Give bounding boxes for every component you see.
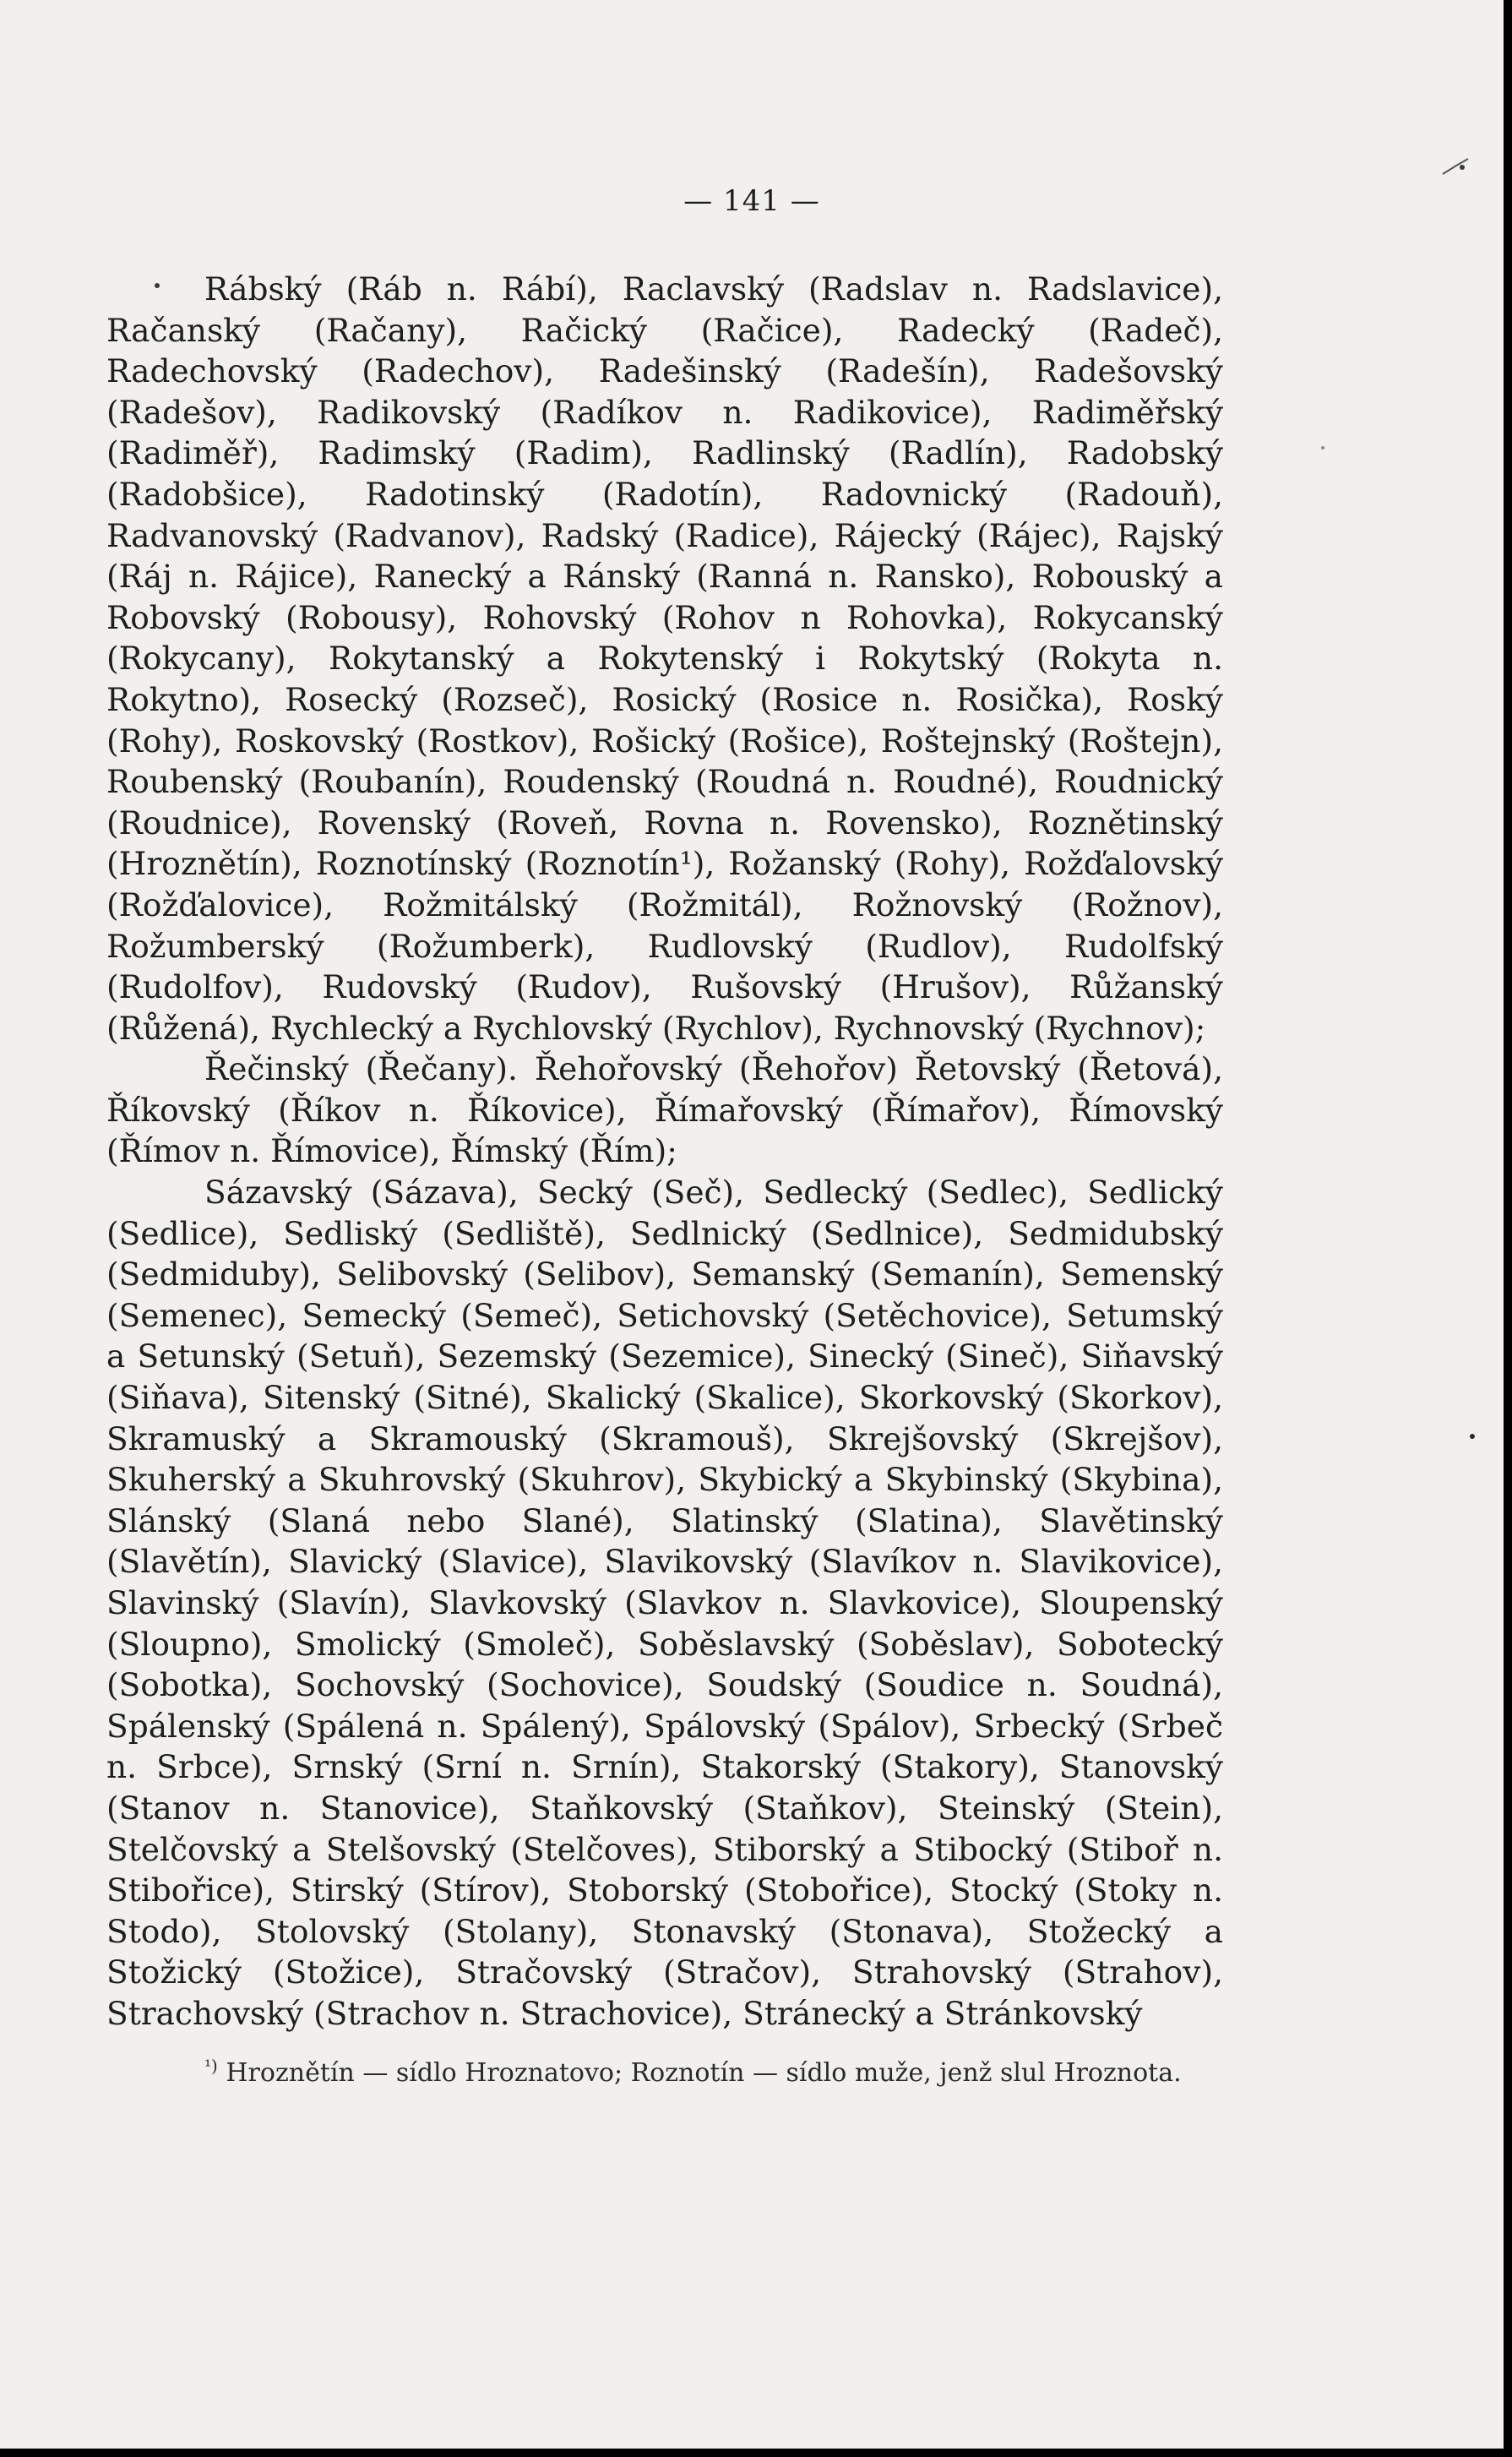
footnote-text: Hroznětín — sídlo Hroznatovo; Roznotín — sídlo muže, jenž slul Hroznota. — [226, 2058, 1182, 2088]
paragraph-s-names: Sázavský (Sázava), Secký (Seč), Sedlecký (Sedlec), Sedlický (Sedlice), Sedliský (Sedliště), Sedlnický (Sedlnice), Sedmidubský (Sedmiduby), Selibovský (Selibov), Semanský (Semanín), Semenský (Semenec), Semecký (Semeč), Setichovský (Setěchovice), Setumský a Setunský (Setuň), Sezemský (Sezemice), Sinecký (Sineč), Siňavský (Siňava), Sitenský (Sitné), Skalický (Skalice), Skorkovský (Skorkov), Skramuský a Skramouský (Skramouš), Skrejšovský (Skrejšov), Skuherský a Skuhrovský (Skuhrov), Skybický a Skybinský (Skybina), Slánský (Slaná nebo Slané), Slatinský (Slatina), Slavětinský (Slavětín), Slavický (Slavice), Slavikovský (Slavíkov n. Slavikovice), Slavinský (Slavín), Slavkovský (Slavkov n. Slavkovice), Sloupenský (Sloupno), Smolický (Smoleč), Soběslavský (Soběslav), Sobotecký (Sobotka), Sochovský (Sochovice), Soudský (Soudice n. Soudná), Spálenský (Spálená n. Spálený), Spálovský (Spálov), Srbecký (Srbeč n. Srbce), Srnský (Srní n. Srnín), Stakorský (Stakory), Stanovský (Stanov n. Stanovice), Staňkovský (Staňkov), Steinský (Stein), Stelčovský a Stelšovský (Stelčoves), Stiborský a Stibocký (Stiboř n. Stibořice), Stirský (Stírov), Stoborský (Stobořice), Stocký (Stoky n. Stodo), Stolovský (Stolany), Stonavský (Stonava), Stožecký a Stožický (Stožice), Stračovský (Stračov), Strahovský (Strahov), Strachovský (Strachov n. Strachovice), Stránecký a Stránkovský — [106, 1174, 1223, 2032]
footnote-marker: ¹) — [204, 2056, 218, 2076]
main-text — [106, 269, 1223, 2035]
footnotes — [106, 2057, 1223, 2090]
paragraph-r-names: Rábský (Ráb n. Rábí), Raclavský (Radslav n. Radslavice), Račanský (Račany), Račický (Račice), Radecký (Radeč), Radechovský (Radechov), Radešinský (Radešín), Radešovský (Radešov), Radikovský (Radíkov n. Radikovice), Radiměřský (Radiměř), Radimský (Radim), Radlinský (Radlín), Radobský (Radobšice), Radotinský (Radotín), Radovnický (Radouň), Radvanovský (Radvanov), Radský (Radice), Rájecký (Rájec), Rajský (Ráj n. Rájice), Ranecký a Ránský (Ranná n. Ransko), Robouský a Robovský (Robousy), Rohovský (Rohov n Rohovka), Rokycanský (Rokycany), Rokytanský a Rokytenský i Rokytský (Rokyta n. Rokytno), Rosecký (Rozseč), Rosický (Rosice n. Rosička), Roský (Rohy), Roskovský (Rostkov), Rošický (Rošice), Roštejnský (Roštejn), Roubenský (Roubanín), Roudenský (Roudná n. Roudné), Roudnický (Roudnice), Rovenský (Roveň, Rovna n. Rovensko), Roznětinský (Hroznětín), Roznotínský (Roznotín¹), Rožanský (Rohy), Rožďalovský (Rožďalovice), Rožmitálský (Rožmitál), Rožnovský (Rožnov), Rožumberský (Rožumberk), Rudlovský (Rudlov), Rudolfský (Rudolfov), Rudovský (Rudov), Rušovský (Hrušov), Růžanský (Růžená), Rychlecký a Rychlovský (Rychlov), Rychnovský (Rychnov); — [106, 270, 1223, 1047]
footnote-1 — [106, 2057, 1223, 2090]
page-number-header: — 141 — — [683, 184, 820, 218]
paragraph-rz-names: Řečinský (Řečany). Řehořovský (Řehořov) Řetovský (Řetová), Říkovský (Říkov n. Říkovice), Římařovský (Římařov), Římovský (Římov n. Římovice), Římský (Řím); — [106, 1050, 1223, 1170]
